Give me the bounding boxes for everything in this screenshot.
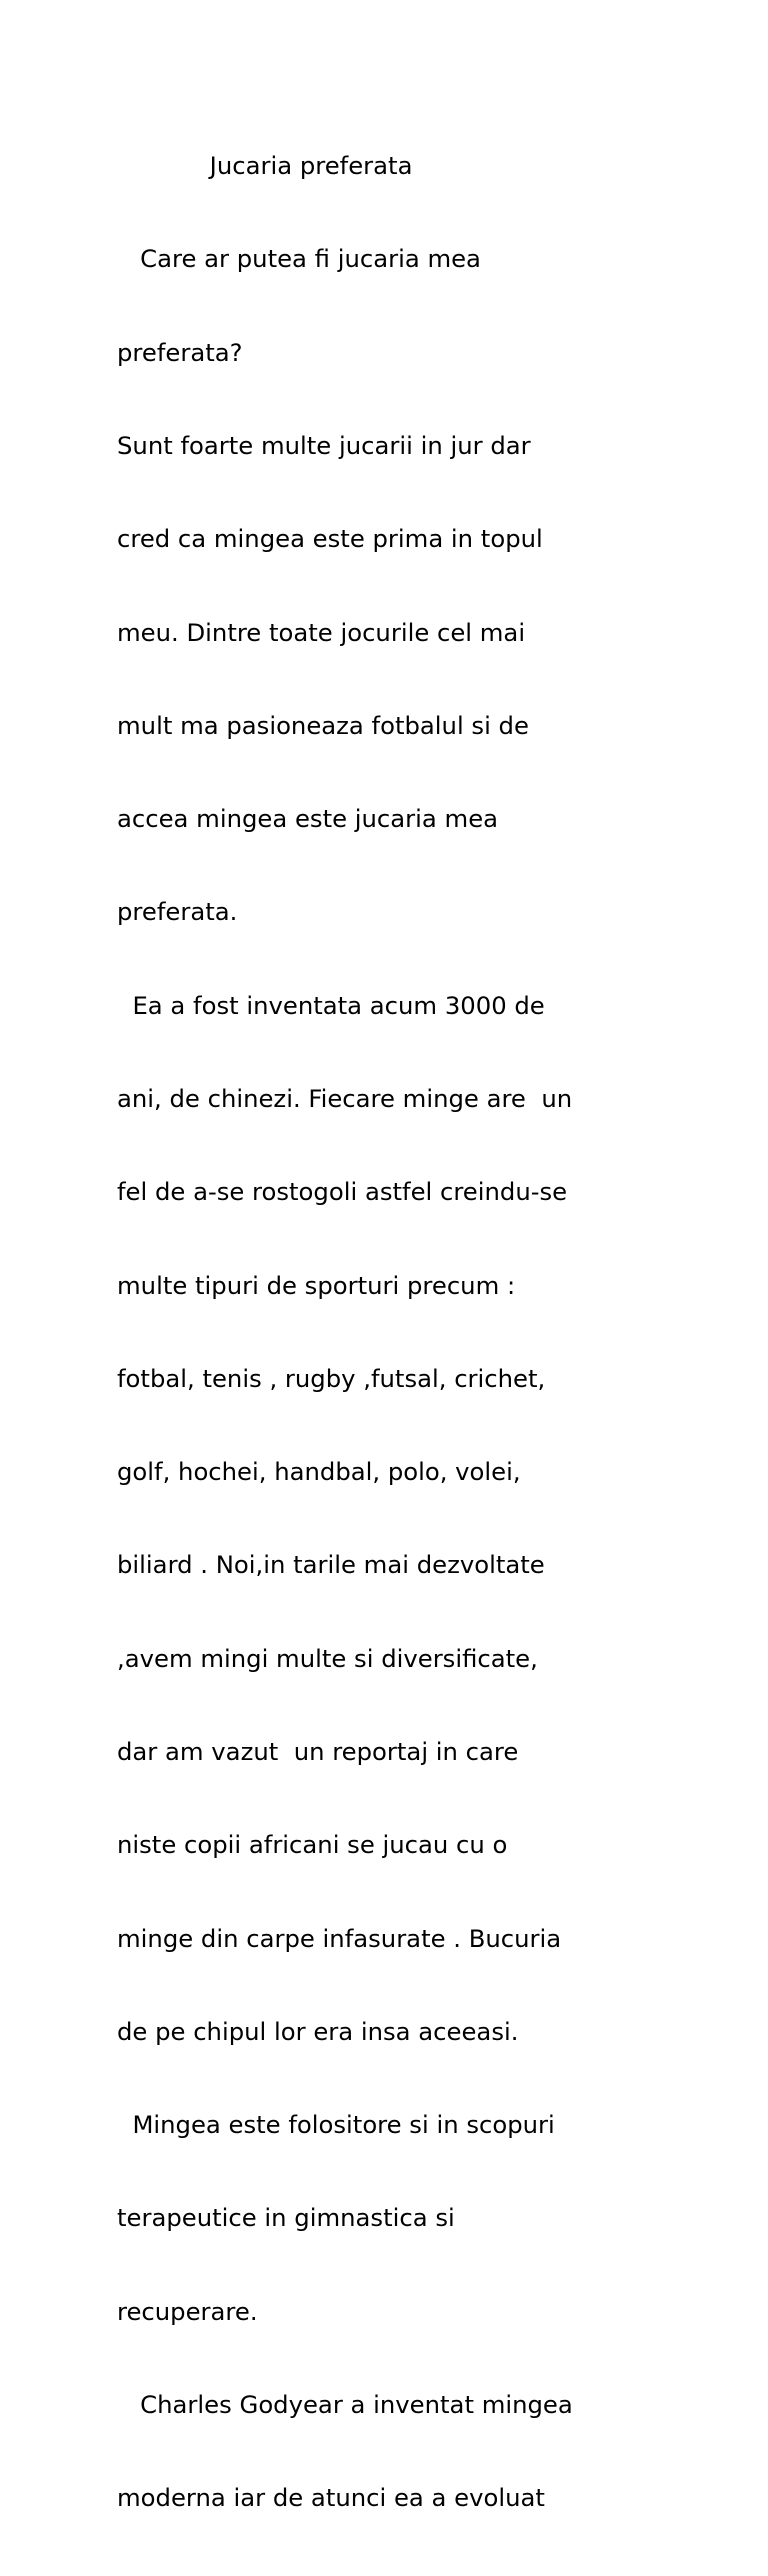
text-line: recuperare. [117, 2296, 258, 2326]
text-line: ani, de chinezi. Fiecare minge are un [117, 1084, 573, 1113]
text-line: moderna iar de atunci ea a evoluat [117, 2483, 545, 2513]
text-line: golf, hochei, handbal, polo, volei, [117, 1457, 521, 1487]
text-line: Mingea este folositore si in scopuri [117, 2110, 555, 2140]
text-line: accea mingea este jucaria mea [117, 804, 499, 834]
text-line: Care ar putea fi jucaria mea [117, 244, 481, 274]
text-line: preferata? [117, 337, 243, 367]
text-line: preferata. [117, 897, 238, 927]
text-line: cred ca mingea este prima in topul [117, 524, 543, 554]
text-line: biliard . Noi,in tarile mai dezvoltate [117, 1550, 545, 1580]
text-line: Sunt foarte multe jucarii in jur dar [117, 431, 531, 461]
text-line: dar am vazut un reportaj in care [117, 1736, 519, 1766]
text-line: niste copii africani se jucau cu o [117, 1830, 508, 1860]
text-line: ,avem mingi multe si diversificate, [117, 1643, 538, 1673]
text-line: fotbal, tenis , rugby ,futsal, crichet, [117, 1363, 546, 1393]
text-line: meu. Dintre toate jocurile cel mai [117, 617, 526, 647]
document-body [117, 88, 717, 2576]
text-line: terapeutice in gimnastica si [117, 2203, 455, 2233]
text-line: mult ma pasioneaza fotbalul si de [117, 710, 529, 740]
text-line: Ea a fost inventata acum 3000 de [117, 990, 545, 1020]
document-title: Jucaria preferata [117, 151, 413, 181]
text-line: fel de a-se rostogoli astfel creindu-se [117, 1177, 568, 1207]
text-line: minge din carpe infasurate . Bucuria [117, 1923, 562, 1953]
text-line: de pe chipul lor era insa aceeasi. [117, 2016, 519, 2046]
text-line: multe tipuri de sporturi precum : [117, 1270, 516, 1300]
text-line: Charles Godyear a inventat mingea [117, 2389, 573, 2419]
